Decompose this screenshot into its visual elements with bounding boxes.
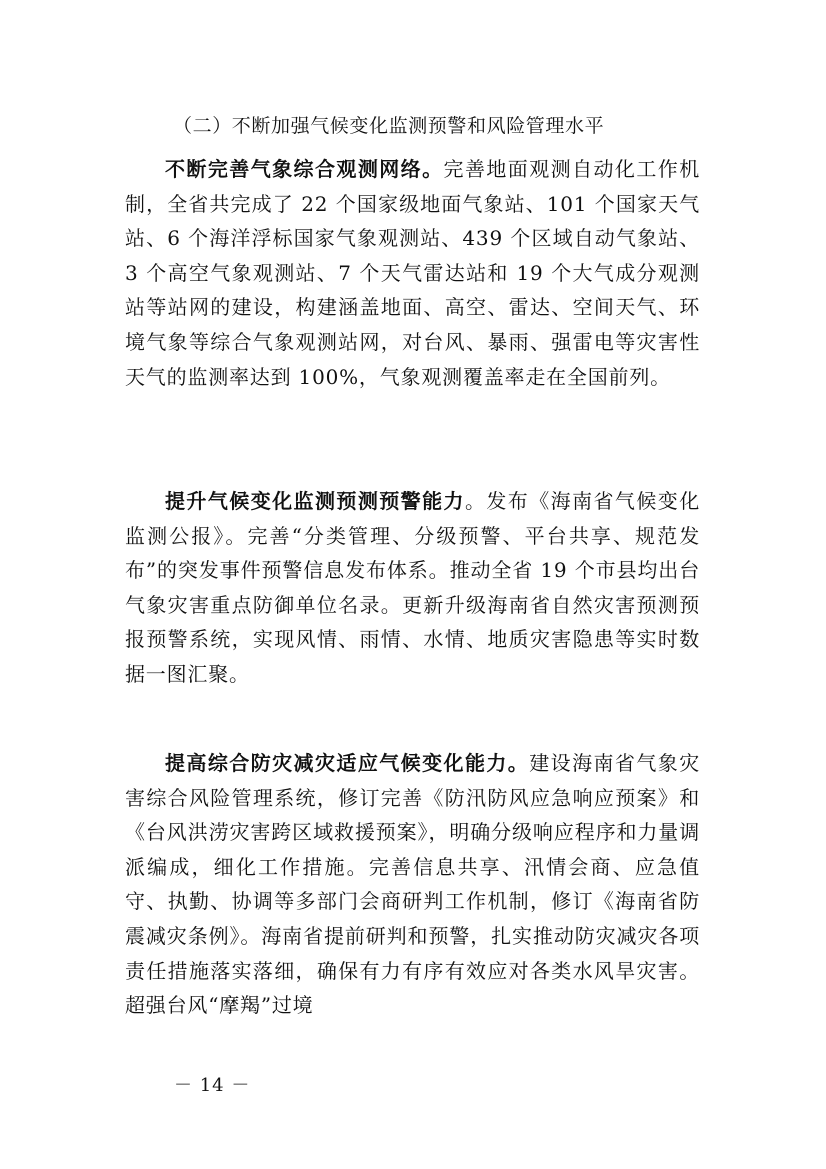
paragraph-lead: 不断完善气象综合观测网络。 bbox=[165, 157, 444, 181]
paragraph-lead: 提高综合防灾减灾适应气候变化能力。 bbox=[165, 751, 530, 775]
paragraph-monitoring-warning bbox=[125, 484, 700, 692]
paragraph-observation-network bbox=[125, 152, 700, 394]
page-number: － 14 － bbox=[174, 1075, 251, 1096]
paragraph-body: 建设海南省气象灾害综合风险管理系统，修订完善《防汛防风应急响应预案》和《台风洪涝灾害跨区域救援预案》，明确分级响应程序和力量调派编成，细化工作措施。完善信息共享、汛情会商、应急值守、执勤、协调等多部门会商研判工作机制，修订《海南省防震减灾条例》。海南省提前研判和预警，扎实推动防灾减灾各项责任措施落实落细，确保有力有序有效应对各类水风旱灾害。超强台风“摩羯”过境 bbox=[125, 751, 700, 1018]
paragraph-disaster-reduction bbox=[125, 746, 700, 1023]
paragraph-body: 。发布《海南省气候变化监测公报》。完善“分类管理、分级预警、平台共享、规范发布”的突发事件预警信息发布体系。推动全省 19 个市县均出台气象灾害重点防御单位名录。更新升级海南省自然灾害预测预报预警系统，实现风情、雨情、水情、地质灾害隐患等实时数据一图汇聚。 bbox=[125, 489, 700, 686]
section-heading: （二）不断加强气候变化监测预警和风险管理水平 bbox=[173, 115, 605, 137]
paragraph-body: 完善地面观测自动化工作机制，全省共完成了 22 个国家级地面气象站、101 个国家天气站、6 个海洋浮标国家气象观测站、439 个区域自动气象站、3 个高空气象观测站、7 个天气雷达站和 19 个大气成分观测站等站网的建设，构建涵盖地面、高空、雷达、空间天气、环境气象等综合气象观测站网，对台风、暴雨、强雷电等灾害性天气的监测率达到 100%，气象观测覆盖率走在全国前列。 bbox=[125, 157, 700, 389]
paragraph-lead: 提升气候变化监测预测预警能力 bbox=[165, 489, 465, 513]
